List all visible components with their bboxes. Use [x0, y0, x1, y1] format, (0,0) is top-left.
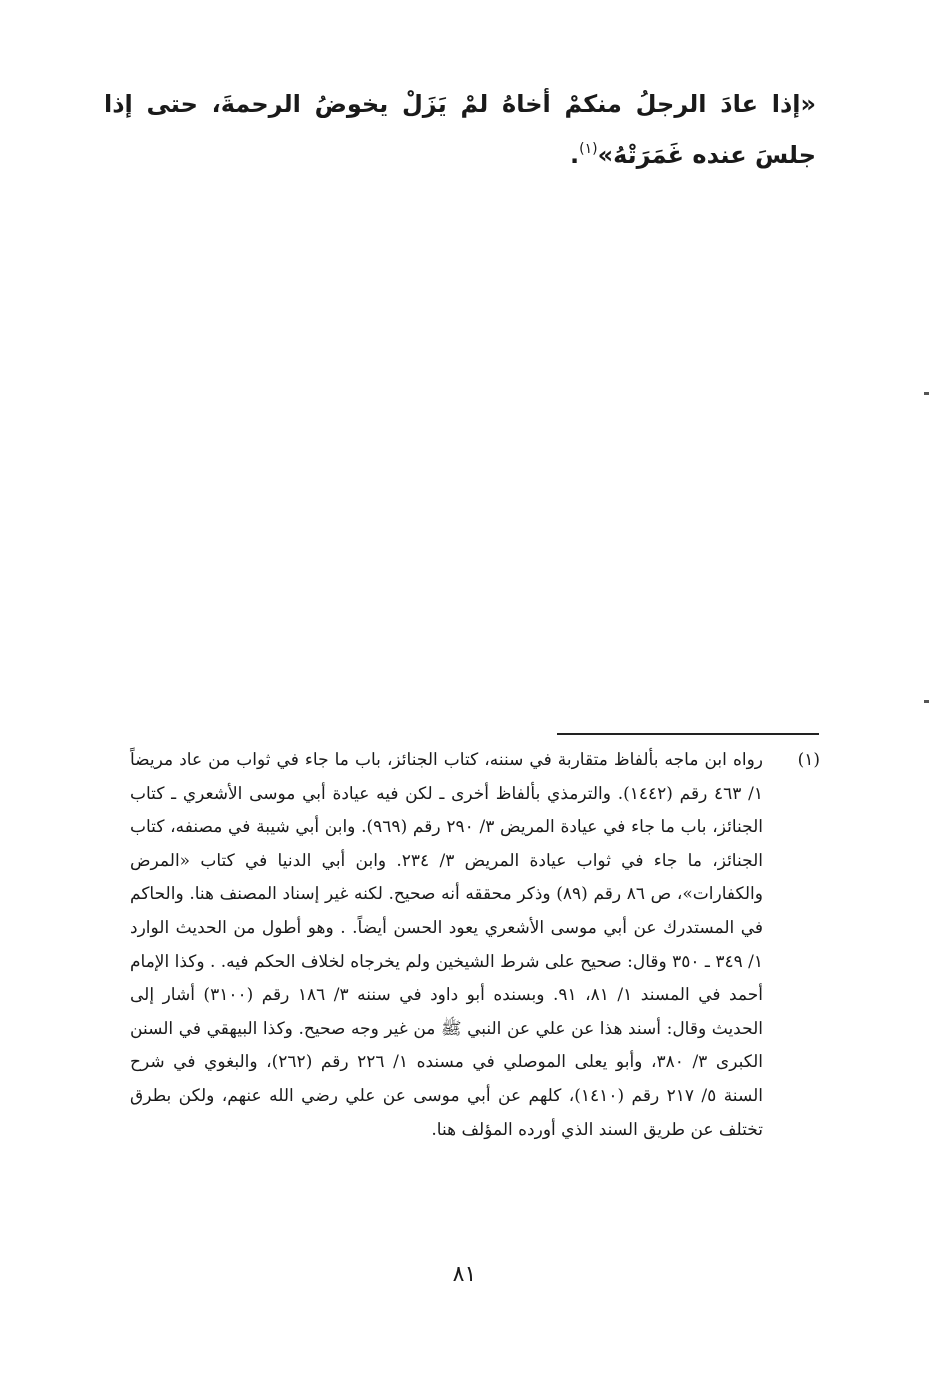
hadith-text-block — [104, 82, 816, 178]
page-number: ٨١ — [452, 1262, 477, 1287]
footnote-marker: (١) — [797, 750, 820, 770]
scan-edge-mark — [924, 392, 929, 395]
scan-edge-mark — [924, 700, 929, 703]
footnote-text: رواه ابن ماجه بألفاظ متقاربة في سننه، كتاب الجنائز، باب ما جاء في ثواب من عاد مريضاً ١/ ٤٦٣ رقم (١٤٤٢). والترمذي بألفاظ أخرى ـ لكن فيه عيادة أبي موسى الأشعري ـ كتاب الجنائز، باب ما جاء في عيادة المريض ٣/ ٢٩٠ رقم (٩٦٩). وابن أبي شيبة في مصنفه، كتاب الجنائز، ما جاء في ثواب عيادة المريض ٣/ ٢٣٤. وابن أبي الدنيا في كتاب «المرض والكفارات»، ص ٨٦ رقم (٨٩) وذكر محققه أنه صحيح. لكنه غير إسناد المصنف هنا. والحاكم في المستدرك عن أبي موسى الأشعري يعود الحسن أيضاً. . وهو أطول من الحديث الوارد ١/ ٣٤٩ ـ ٣٥٠ وقال: صحيح على شرط الشيخين ولم يخرجاه لخلاف الحكم فيه. . وكذا الإمام أحمد في المسند ١/ ٨١، ٩١. وبسنده أبو داود في سننه ٣/ ١٨٦ رقم (٣١٠٠) أشار إلى الحديث وقال: أسند هذا عن علي عن النبي ﷺ من غير وجه صحيح. وكذا البيهقي في السنن الكبرى ٣/ ٣٨٠، وأبو يعلى الموصلي في مسنده ١/ ٢٢٦ رقم (٢٦٢)، والبغوي في شرح السنة ٥/ ٢١٧ رقم (١٤١٠)، كلهم عن أبي موسى عن علي رضي الله عنهم، ولكن بطرق تختلف عن طريق السند الذي أورده المؤلف هنا. — [129, 750, 764, 1140]
footnote — [130, 744, 820, 1147]
footnote-reference[interactable]: (١) — [579, 141, 598, 157]
hadith-text: «إذا عادَ الرجلُ منكمْ أخاهُ لمْ يَزَلْ يخوضُ الرحمةَ، حتى إذا جلسَ عنده غَمَرَتْهُ» — [104, 90, 816, 169]
footnote-separator — [557, 733, 819, 735]
end-punctuation: . — [569, 141, 580, 169]
